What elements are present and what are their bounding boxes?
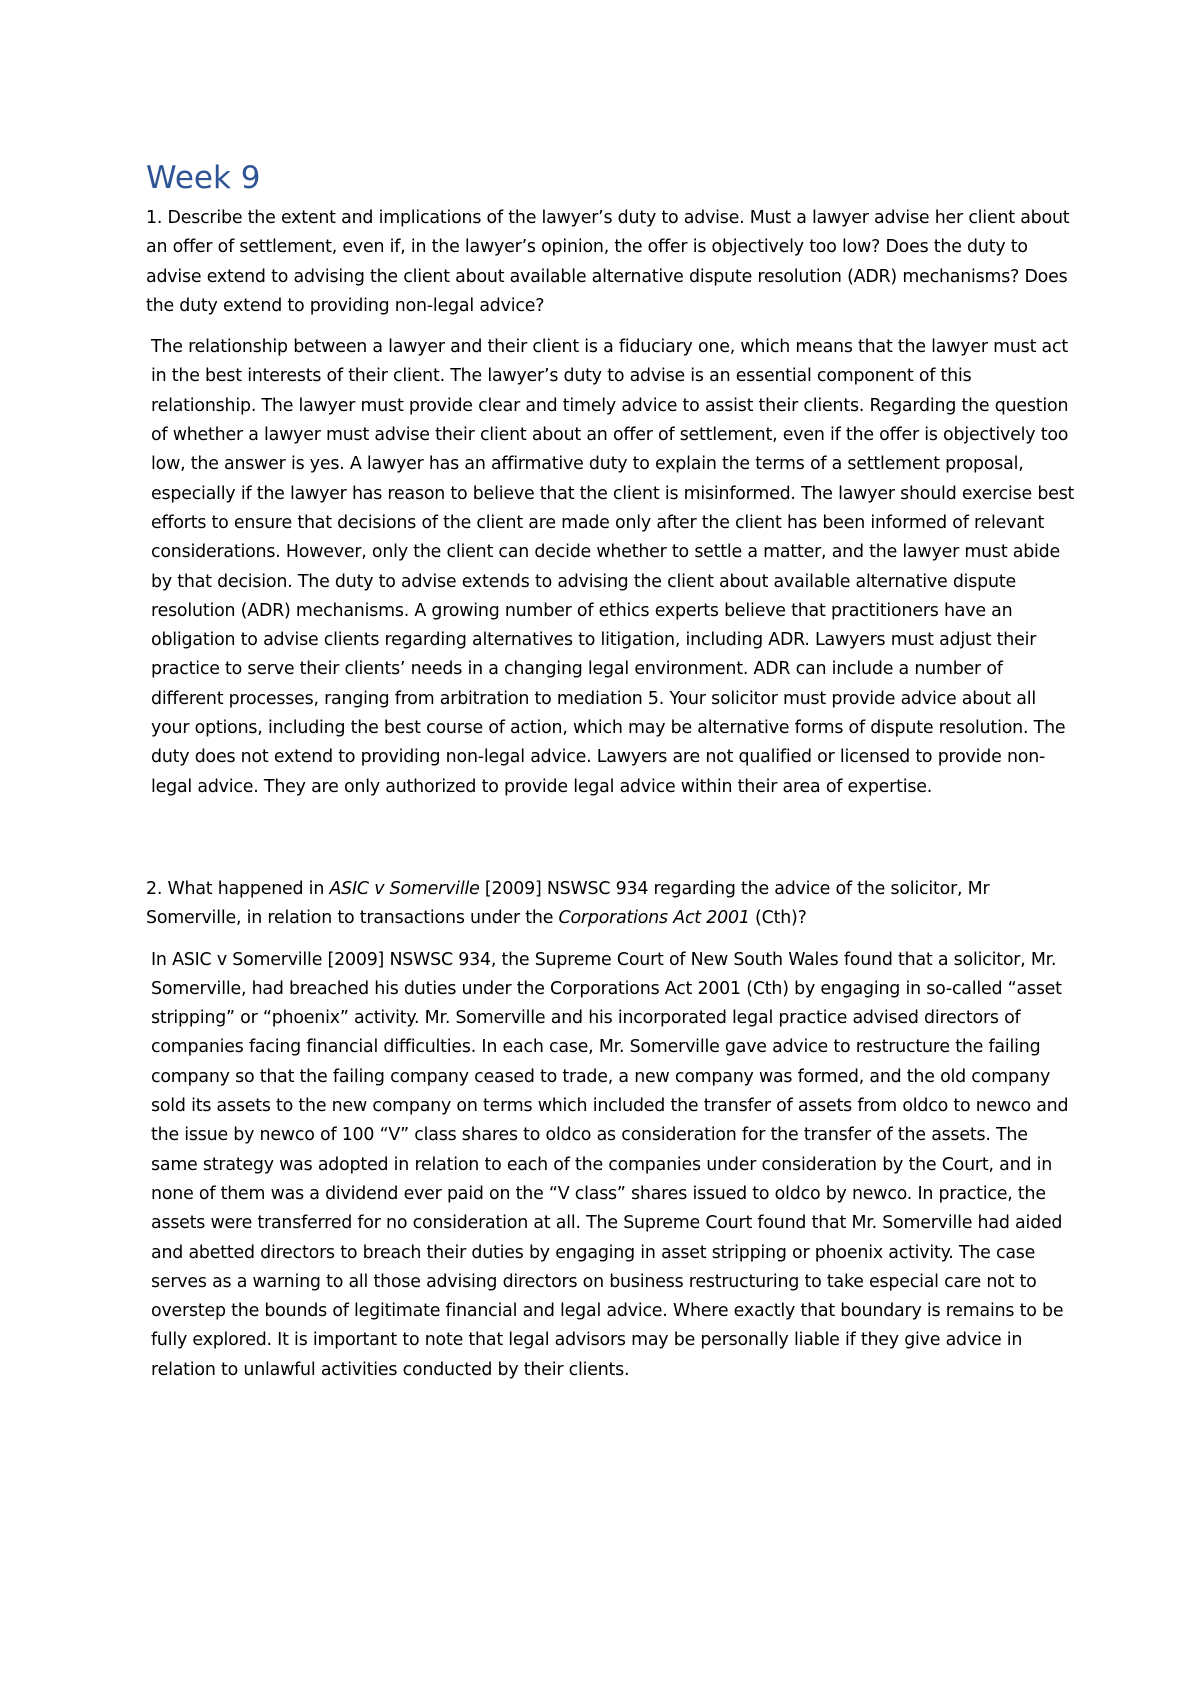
case-name: ASIC v Somerville <box>329 878 480 899</box>
answer-2: In ASIC v Somerville [2009] NSWSC 934, the Supreme Court of New South Wales found that a solicitor, Mr. Somerville, had breached his duties under the Corporations Act 2001 (Cth) by engaging in so-called “asset stripping” or “phoenix” activity. Mr. Somerville and his incorporated legal practice advised directors of companies facing financial difficulties. In each case, Mr. Somerville gave advice to restructure the failing company so that the failing company ceased to trade, a new company was formed, and the old company sold its assets to the new company on terms which included the transfer of assets from oldco to newco and the issue by newco of 100 “V” class shares to oldco as consideration for the transfer of the assets. The same strategy was adopted in relation to each of the companies under consideration by the Court, and in none of them was a dividend ever paid on the “V class” shares issued to oldco by newco. In practice, the assets were transferred for no consideration at all. The Supreme Court found that Mr. Somerville had aided and abetted directors to breach their duties by engaging in asset stripping or phoenix activity. The case serves as a warning to all those advising directors on business restructuring to take especial care not to overstep the bounds of legitimate financial and legal advice. Where exactly that boundary is remains to be fully explored. It is important to note that legal advisors may be personally liable if they give advice in relation to unlawful activities conducted by their clients. <box>151 949 1069 1380</box>
answer-1: The relationship between a lawyer and their client is a fiduciary one, which means that the lawyer must act in the best interests of their client. The lawyer’s duty to advise is an essential component of this relationship. The lawyer must provide clear and timely advice to assist their clients. Regarding the question of whether a lawyer must advise their client about an offer of settlement, even if the offer is objectively too low, the answer is yes. A lawyer has an affirmative duty to explain the terms of a settlement proposal, especially if the lawyer has reason to believe that the client is misinformed. The lawyer should exercise best efforts to ensure that decisions of the client are made only after the client has been informed of relevant considerations. However, only the client can decide whether to settle a matter, and the lawyer must abide by that decision. The duty to advise extends to advising the client about available alternative dispute resolution (ADR) mechanisms. A growing number of ethics experts believe that practitioners have an obligation to advise clients regarding alternatives to litigation, including ADR. Lawyers must adjust their practice to serve their clients’ needs in a changing legal environment. ADR can include a number of different processes, ranging from arbitration to mediation 5. Your solicitor must provide advice about all your options, including the best course of action, which may be alternative forms of dispute resolution. The duty does not extend to providing non-legal advice. Lawyers are not qualified or licensed to provide non-legal advice. They are only authorized to provide legal advice within their area of expertise. <box>151 337 1075 797</box>
page-title: Week 9 <box>146 160 261 196</box>
question-2-text-end: (Cth)? <box>749 908 807 929</box>
question-1: 1. Describe the extent and implications of the lawyer’s duty to advise. Must a lawyer advise her client about an offer of settlement, even if, in the lawyer’s opinion, the offer is objectively too low? Does the duty to advise extend to advising the client about available alternative dispute resolution (ADR) mechanisms? Does the duty extend to providing non-legal advice? <box>146 208 1070 316</box>
question-2 <box>146 875 1076 934</box>
question-2-text-start: 2. What happened in <box>146 878 330 899</box>
document-page <box>146 158 1076 1385</box>
act-name: Corporations Act 2001 <box>558 908 750 929</box>
question-2-text-middle: [2009] NSWSC 934 regarding the advice of the solicitor, Mr Somerville, in relation to transactions under the <box>146 878 990 929</box>
